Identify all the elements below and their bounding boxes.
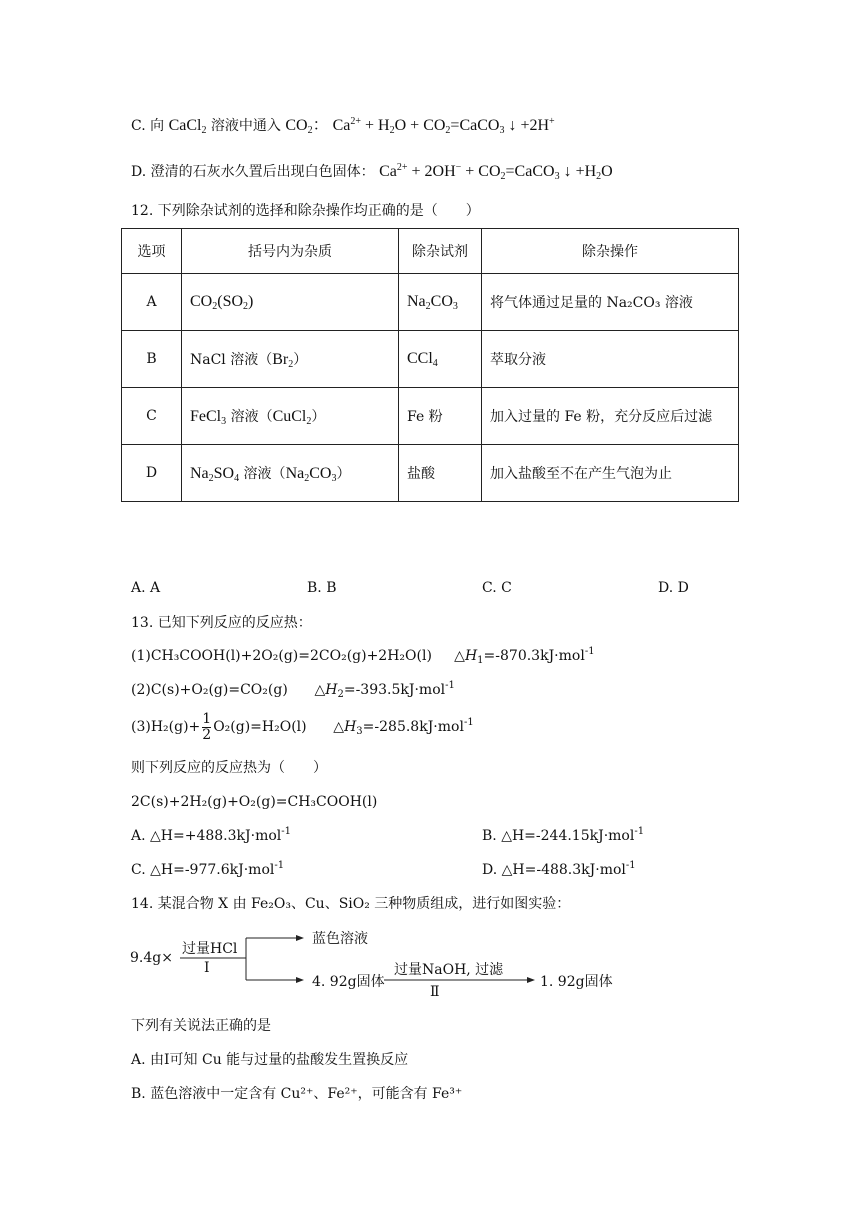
table-row bbox=[122, 445, 739, 502]
row-option: A bbox=[122, 274, 182, 331]
row-option: D bbox=[122, 445, 182, 502]
q13-option-c: C. △H=-977.6kJ·mol$^{-1}$ bbox=[131, 860, 285, 878]
row-option: B bbox=[122, 331, 182, 388]
q14-ask: 下列有关说法正确的是 bbox=[131, 1018, 271, 1034]
table-row bbox=[122, 274, 739, 331]
row-impurity: FeCl$_3$ 溶液（CuCl$_2$） bbox=[182, 388, 399, 445]
header-impurity: 括号内为杂质 bbox=[182, 229, 399, 274]
row-operation: 将气体通过足量的 Na₂CO₃ 溶液 bbox=[482, 274, 739, 331]
q13-reaction-3: (3)H₂(g)+ $\frac{1}{2}$ O₂(g)=H₂O(l) $\triangle H_3=-285.8kJ\cdot mol^{-1}$ bbox=[131, 710, 474, 743]
q13-stem: 13. 已知下列反应的反应热： bbox=[131, 615, 312, 631]
choice-b[interactable]: B. B bbox=[307, 580, 337, 596]
row-option: C bbox=[122, 388, 182, 445]
row-reagent: $Na_2CO_3$ bbox=[399, 274, 482, 331]
q13-option-d: D. △H=-488.3kJ·mol$^{-1}$ bbox=[482, 860, 636, 878]
q13-reaction-1: (1)CH₃COOH(l)+2O₂(g)=2CO₂(g)+2H₂O(l) $\triangle H_1=-870.3kJ\cdot mol^{-1}$ bbox=[131, 646, 595, 666]
choice-c[interactable]: C. C bbox=[482, 580, 512, 596]
flow-step1-label: Ⅰ bbox=[204, 960, 210, 976]
q13-ask: 则下列反应的反应热为（ ） bbox=[131, 760, 327, 776]
flow-step2-reagent: 过量NaOH, 过滤 bbox=[394, 962, 504, 978]
q13-reaction-2: (2)C(s)+O₂(g)=CO₂(g) $\triangle H_2=-393.5kJ\cdot mol^{-1}$ bbox=[131, 680, 455, 700]
row-reagent: 盐酸 bbox=[399, 445, 482, 502]
q14-flow-diagram bbox=[128, 928, 628, 1008]
header-reagent: 除杂试剂 bbox=[399, 229, 482, 274]
q11-option-c: C. 向 CaCl$_2$ 溶液中通入 $CO_2$： $Ca^{2+} + H_2O$ + $CO_2=CaCO_3$ ↓ +2H+ bbox=[131, 116, 555, 136]
header-operation: 除杂操作 bbox=[482, 229, 739, 274]
q13-target: 2C(s)+2H₂(g)+O₂(g)=CH₃COOH(l) bbox=[131, 794, 378, 810]
row-operation: 萃取分液 bbox=[482, 331, 739, 388]
row-impurity: $Na_2SO_4$ 溶液$(Na_2CO_3)$ bbox=[182, 445, 399, 502]
flow-solid: 4. 92g固体 bbox=[312, 974, 385, 990]
row-reagent: Fe 粉 bbox=[399, 388, 482, 445]
flow-final-solid: 1. 92g固体 bbox=[540, 974, 613, 990]
table-row bbox=[122, 388, 739, 445]
row-operation: 加入盐酸至不在产生气泡为止 bbox=[482, 445, 739, 502]
q12-stem: 12. 下列除杂试剂的选择和除杂操作均正确的是（ ） bbox=[131, 203, 480, 219]
table-header-row bbox=[122, 229, 739, 274]
table-row bbox=[122, 331, 739, 388]
flow-start: 9.4g× bbox=[130, 950, 173, 966]
q12-table bbox=[121, 228, 739, 502]
q13-option-a: A. △H=+488.3kJ·mol$^{-1}$ bbox=[131, 826, 292, 844]
q14-option-a[interactable]: A. 由Ⅰ可知 Cu 能与过量的盐酸发生置换反应 bbox=[131, 1052, 409, 1068]
fraction-one-half: $\frac{1}{2}$ bbox=[202, 710, 212, 743]
q11-option-d: D. 澄清的石灰水久置后出现白色固体： $Ca^{2+} + 2OH^-$ + $CO_2=CaCO_3$ ↓ $+H_2O$ bbox=[131, 162, 613, 182]
choice-a[interactable]: A. A bbox=[131, 580, 161, 596]
choice-d[interactable]: D. D bbox=[658, 580, 689, 596]
flow-blue-solution: 蓝色溶液 bbox=[312, 931, 368, 947]
q13-option-b: B. △H=-244.15kJ·mol$^{-1}$ bbox=[482, 826, 645, 844]
row-impurity: $CO_2(SO_2)$ bbox=[182, 274, 399, 331]
header-option: 选项 bbox=[122, 229, 182, 274]
row-reagent: CCl$_4$ bbox=[399, 331, 482, 388]
flow-step1-reagent: 过量HCl bbox=[182, 941, 238, 957]
q14-option-b[interactable]: B. 蓝色溶液中一定含有 Cu²⁺、Fe²⁺，可能含有 Fe³⁺ bbox=[131, 1086, 463, 1102]
row-operation: 加入过量的 Fe 粉，充分反应后过滤 bbox=[482, 388, 739, 445]
row-impurity: NaCl 溶液$(Br_2)$ bbox=[182, 331, 399, 388]
flow-step2-label: Ⅱ bbox=[430, 984, 440, 1000]
q14-stem: 14. 某混合物 X 由 Fe₂O₃、Cu、SiO₂ 三种物质组成，进行如图实验： bbox=[131, 896, 571, 912]
